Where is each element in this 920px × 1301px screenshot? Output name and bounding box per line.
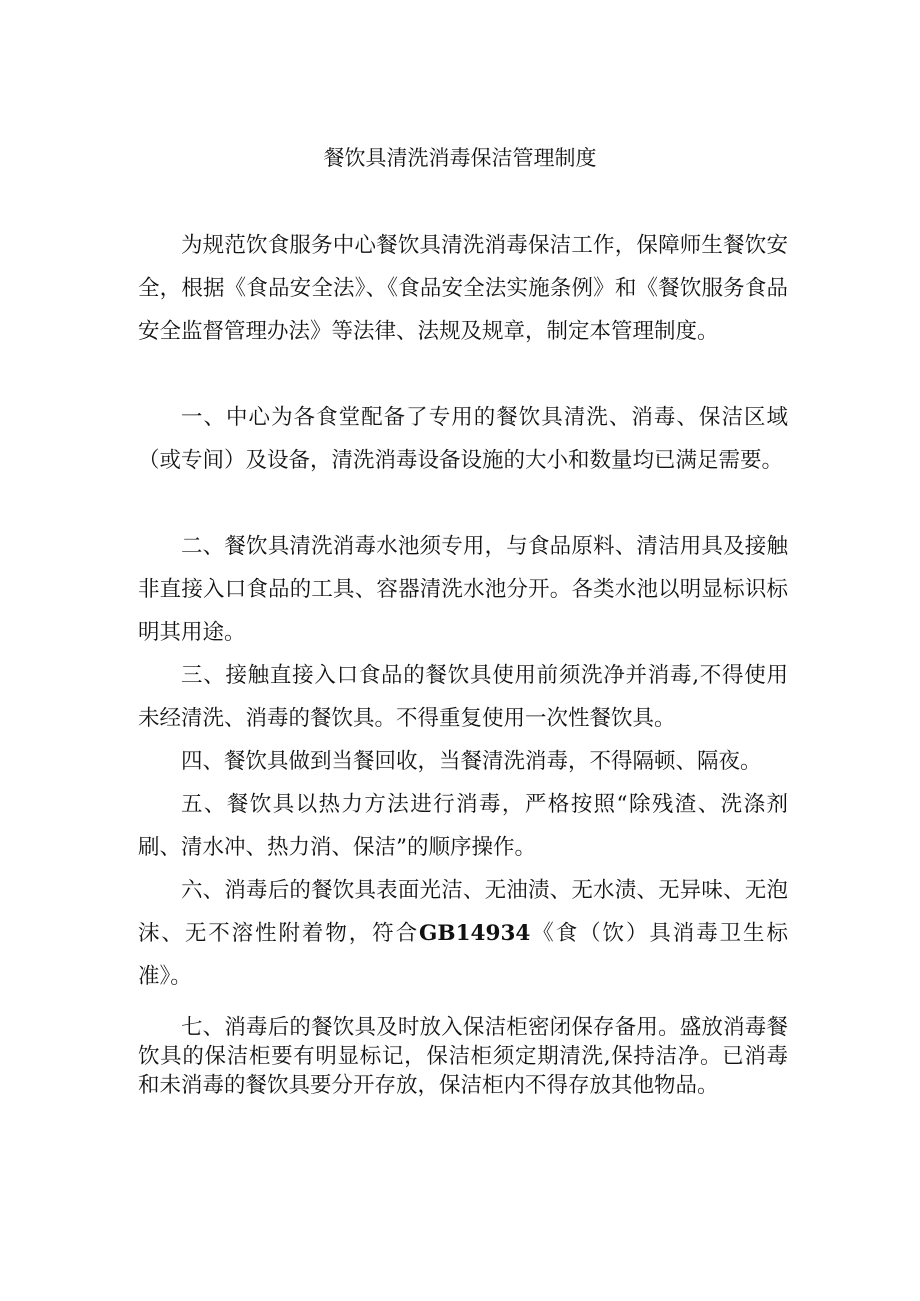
standard-code: GB14934	[419, 921, 531, 946]
paragraph-item-6	[138, 869, 788, 998]
paragraph-item-5: 五、餐饮具以热力方法进行消毒，严格按照“除残渣、洗涤剂刷、清水冲、热力消、保洁”的顺序操作。	[138, 792, 788, 860]
paragraph-item-2: 二、餐饮具清洗消毒水池须专用，与食品原料、清洁用具及接触非直接入口食品的工具、容器清洗水池分开。各类水池以明显标识标明其用途。	[138, 534, 788, 645]
paragraph-item-1: 一、中心为各食堂配备了专用的餐饮具清洗、消毒、保洁区域（或专间）及设备，清洗消毒设备设施的大小和数量均已满足需要。	[138, 405, 788, 473]
paragraph-item-6-text-after: 《食（饮）具消毒卫生标准》。	[138, 921, 788, 989]
document-title: 餐饮具清洗消毒保洁管理制度	[323, 146, 597, 170]
paragraph-item-7: 七、消毒后的餐饮具及时放入保洁柜密闭保存备用。盛放消毒餐饮具的保洁柜要有明显标记，保洁柜须定期清洗,保持洁净。已消毒和未消毒的餐饮具要分开存放，保洁柜内不得存放其他物品。	[138, 1015, 788, 1098]
paragraph-intro: 为规范饮食服务中心餐饮具清洗消毒保洁工作，保障师生餐饮安全，根据《食品安全法》、《食品安全法实施条例》和《餐饮服务食品安全监督管理办法》等法律、法规及规章，制定本管理制度。	[138, 233, 788, 344]
paragraph-item-6-text-before: 六、消毒后的餐饮具表面光洁、无油渍、无水渍、无异味、无泡沫、无不溶性附着物，符合	[138, 878, 788, 946]
paragraph-item-3: 三、接触直接入口食品的餐饮具使用前须洗净并消毒,不得使用未经清洗、消毒的餐饮具。不得重复使用一次性餐饮具。	[138, 663, 788, 731]
paragraph-item-4: 四、餐饮具做到当餐回收，当餐清洗消毒，不得隔顿、隔夜。	[181, 749, 762, 774]
